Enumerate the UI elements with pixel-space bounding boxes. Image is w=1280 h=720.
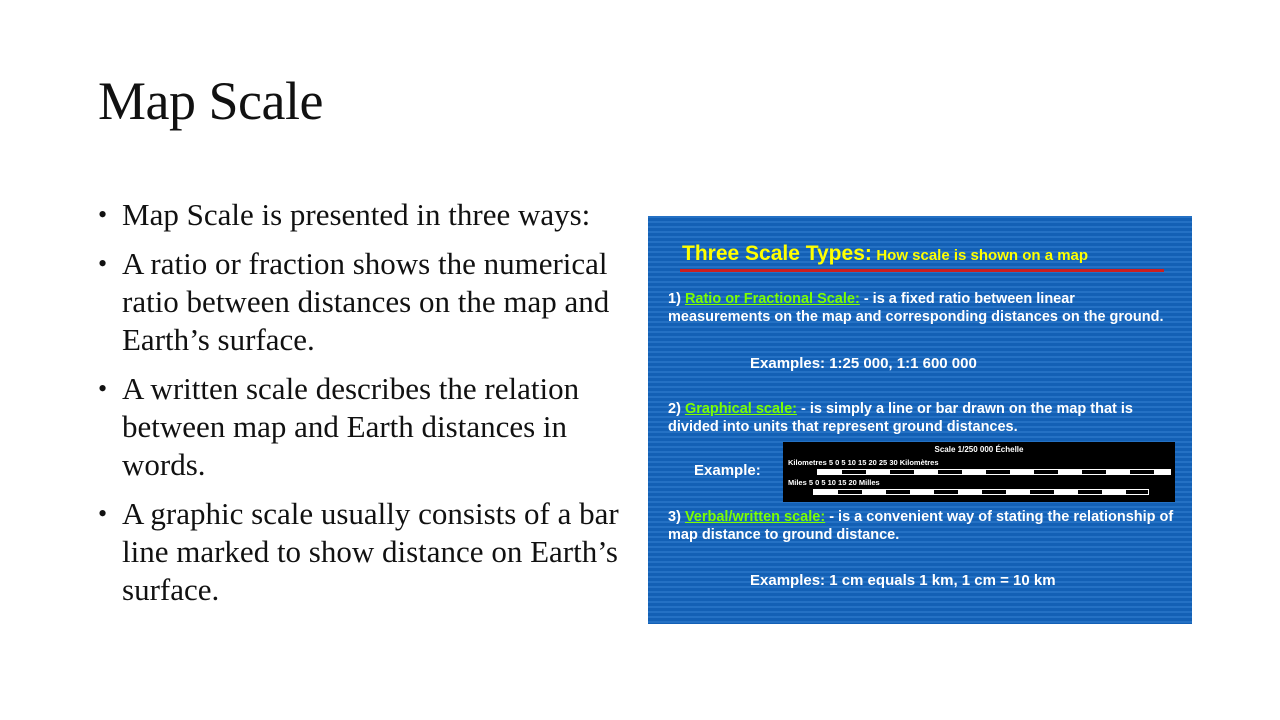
section-bold-word: line: [888, 401, 914, 417]
scale-mile-bar: [813, 489, 1149, 495]
graphic-scale-bar: [783, 442, 1175, 502]
title-rule: [680, 269, 1164, 272]
bullet-item: • A graphic scale usually consists of a bar line marked to show distance on Earth’s surface.: [98, 495, 628, 609]
bullet-item: • A ratio or fraction shows the numerical ratio between distances on the map and Earth’s surface.: [98, 245, 628, 359]
section-graphical-scale: [668, 400, 1178, 436]
bullet-list: [98, 196, 628, 620]
section-number: 3): [668, 509, 681, 525]
bullet-item: • Map Scale is presented in three ways:: [98, 196, 628, 234]
section-number: 1): [668, 291, 681, 307]
section-number: 2): [668, 401, 681, 417]
panel-title: [682, 242, 1088, 266]
slide-title: Map Scale: [98, 71, 323, 131]
ratio-examples: Examples: 1:25 000, 1:1 600 000: [750, 355, 977, 372]
section-term: Verbal/written scale:: [684, 509, 826, 525]
section-ratio-scale: [668, 290, 1178, 326]
section-text: - is simply a: [796, 401, 889, 417]
scale-bar-title: Scale 1/250 000 Échelle: [934, 445, 1024, 454]
section-bold-word: bar: [935, 401, 959, 417]
scale-km-bar: [817, 469, 1171, 475]
section-text: or: [913, 401, 936, 417]
section-verbal-scale: [668, 508, 1178, 544]
graphical-example-label: Example:: [694, 462, 761, 479]
section-text: - is a fixed ratio between linear measurements on the map and corresponding distances on the ground.: [668, 291, 1164, 325]
scale-types-image: [648, 216, 1192, 624]
bullet-item: • A written scale describes the relation between map and Earth distances in words.: [98, 370, 628, 484]
section-term: Ratio or Fractional Scale:: [684, 291, 860, 307]
panel-title-main: Three Scale Types:: [682, 242, 872, 265]
section-text: - is a convenient way of stating the relationship of map distance to ground distance.: [668, 509, 1174, 543]
verbal-examples: Examples: 1 cm equals 1 km, 1 cm = 10 km: [750, 572, 1056, 589]
section-text: drawn on the map that is divided into units that represent ground distances.: [668, 401, 1133, 435]
section-term: Graphical scale:: [684, 401, 797, 417]
scale-km-labels: Kilometres 5 0 5 10 15 20 25 30 Kilomètres: [788, 458, 939, 467]
panel-title-sub: How scale is shown on a map: [876, 247, 1089, 264]
scale-mile-labels: Miles 5 0 5 10 15 20 Milles: [788, 478, 880, 487]
